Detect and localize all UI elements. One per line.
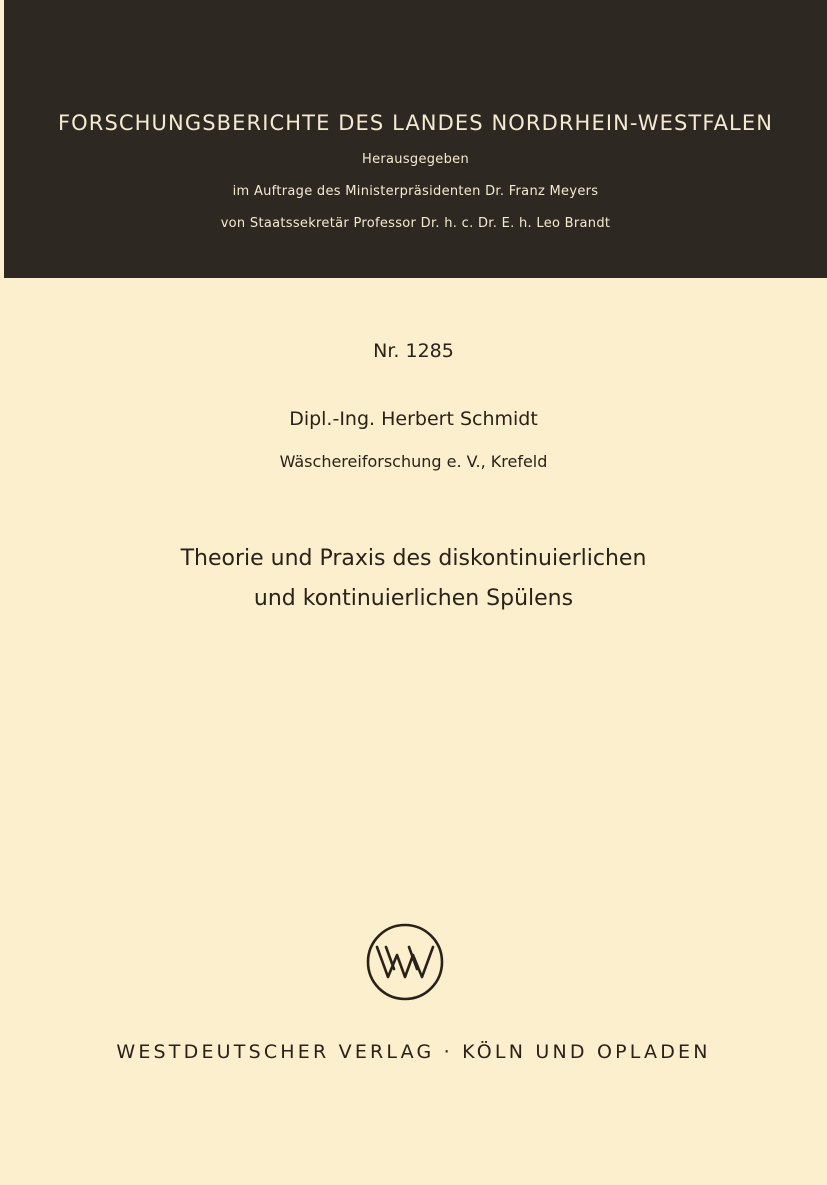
editor-line: Herausgegeben (362, 152, 469, 167)
series-title: FORSCHUNGSBERICHTE DES LANDES NORDRHEIN-WESTFALEN (57, 111, 774, 135)
commission-line: im Auftrage des Ministerpräsidenten Dr. Franz Meyers (232, 184, 599, 199)
author-name: Dipl.-Ing. Herbert Schmidt (289, 408, 538, 430)
series-header-band (4, 0, 827, 278)
westdeutscher-verlag-ww-logo-icon (366, 923, 444, 1001)
report-number: Nr. 1285 (373, 340, 454, 362)
publisher-imprint: WESTDEUTSCHER VERLAG · KÖLN UND OPLADEN (116, 1041, 711, 1063)
secretary-line: von Staatssekretär Professor Dr. h. c. Dr. E. h. Leo Brandt (220, 216, 611, 231)
author-affiliation: Wäschereiforschung e. V., Krefeld (279, 452, 548, 471)
report-title-line-1: Theorie und Praxis des diskontinuierlichen (180, 546, 647, 571)
report-title-line-2: und kontinuierlichen Spülens (253, 586, 574, 611)
